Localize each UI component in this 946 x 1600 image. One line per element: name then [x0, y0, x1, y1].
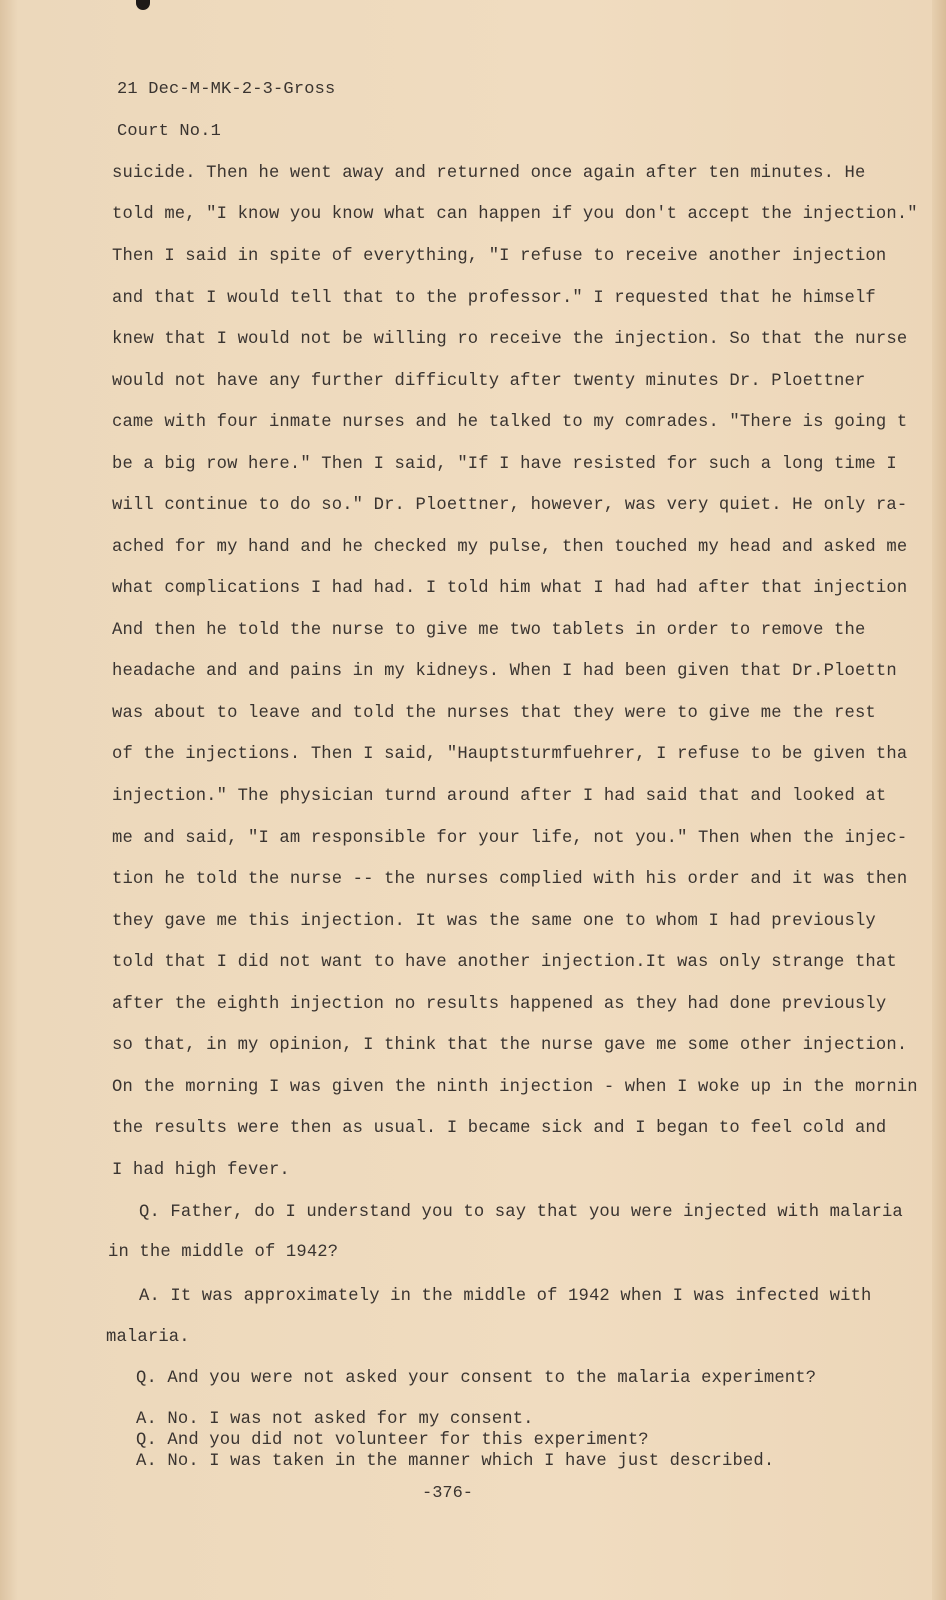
- body-line: tion he told the nurse -- the nurses complied with his order and it was then: [112, 870, 908, 889]
- body-line: was about to leave and told the nurses that they were to give me the rest: [112, 704, 876, 723]
- court-number: Court No.1: [117, 122, 222, 141]
- body-line: so that, in my opinion, I think that the nurse gave me some other injection.: [112, 1036, 908, 1055]
- answer-line: A. It was approximately in the middle of 1942 when I was infected with: [139, 1287, 872, 1306]
- question-line: in the middle of 1942?: [108, 1243, 339, 1262]
- body-line: will continue to do so." Dr. Ploettner, however, was very quiet. He only ra-: [112, 496, 908, 515]
- page-number: -376-: [422, 1484, 474, 1503]
- answer-line: A. No. I was taken in the manner which I have just described.: [136, 1452, 775, 1471]
- answer-line: A. No. I was not asked for my consent.: [136, 1410, 534, 1429]
- body-line: me and said, "I am responsible for your life, not you." Then when the injec-: [112, 829, 908, 848]
- document-reference: 21 Dec-M-MK-2-3-Gross: [117, 80, 336, 99]
- body-line: and that I would tell that to the professor." I requested that he himself: [112, 289, 876, 308]
- body-line: they gave me this injection. It was the same one to whom I had previously: [112, 912, 876, 931]
- answer-line: malaria.: [106, 1328, 190, 1347]
- body-line: And then he told the nurse to give me two tablets in order to remove the: [112, 621, 866, 640]
- body-line: of the injections. Then I said, "Hauptsturmfuehrer, I refuse to be given tha: [112, 745, 908, 764]
- question-line: Q. Father, do I understand you to say that you were injected with malaria: [139, 1203, 903, 1222]
- body-line: told that I did not want to have another injection.It was only strange that: [112, 953, 897, 972]
- body-line: headache and and pains in my kidneys. When I had been given that Dr.Ploettn: [112, 662, 897, 681]
- question-line: Q. And you did not volunteer for this experiment?: [136, 1431, 649, 1450]
- body-line: I had high fever.: [112, 1161, 290, 1180]
- body-line: ached for my hand and he checked my pulse, then touched my head and asked me: [112, 538, 908, 557]
- body-line: injection." The physician turnd around after I had said that and looked at: [112, 787, 887, 806]
- ink-corner-mark: [136, 0, 150, 10]
- body-line: what complications I had had. I told him what I had had after that injection: [112, 579, 908, 598]
- body-line: suicide. Then he went away and returned once again after ten minutes. He: [112, 164, 866, 183]
- body-line: be a big row here." Then I said, "If I have resisted for such a long time I: [112, 455, 897, 474]
- body-line: after the eighth injection no results happened as they had done previously: [112, 995, 887, 1014]
- body-line: On the morning I was given the ninth injection - when I woke up in the mornin: [112, 1078, 918, 1097]
- body-line: the results were then as usual. I became sick and I began to feel cold and: [112, 1119, 887, 1138]
- body-line: came with four inmate nurses and he talked to my comrades. "There is going t: [112, 413, 908, 432]
- body-line: knew that I would not be willing ro receive the injection. So that the nurse: [112, 330, 908, 349]
- body-line: Then I said in spite of everything, "I refuse to receive another injection: [112, 247, 887, 266]
- question-line: Q. And you were not asked your consent to the malaria experiment?: [136, 1369, 817, 1388]
- body-line: told me, "I know you know what can happen if you don't accept the injection.": [112, 205, 918, 224]
- body-line: would not have any further difficulty after twenty minutes Dr. Ploettner: [112, 372, 866, 391]
- page-edge-shadow: [932, 0, 946, 1600]
